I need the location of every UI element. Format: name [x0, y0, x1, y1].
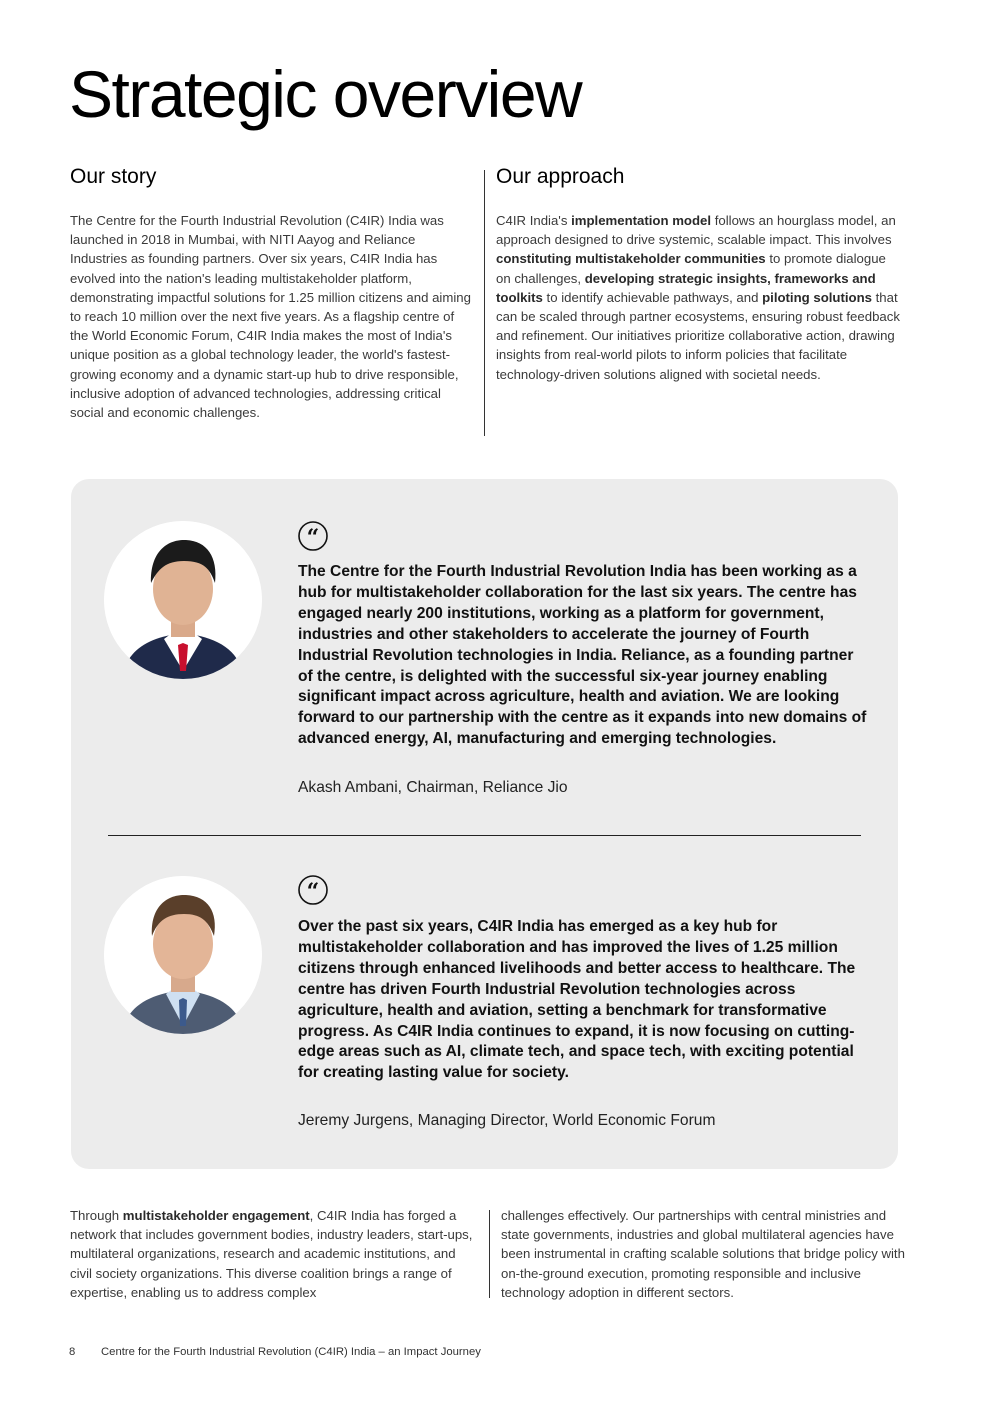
- column-divider: [489, 1210, 490, 1298]
- quote-icon: [298, 875, 328, 905]
- quote-icon: [298, 521, 328, 551]
- quote-attribution: Jeremy Jurgens, Managing Director, World Economic Forum: [298, 1112, 716, 1129]
- page-number: 8: [69, 1346, 76, 1358]
- svg-text:“: “: [306, 879, 320, 905]
- quote-attribution: Akash Ambani, Chairman, Reliance Jio: [298, 779, 568, 796]
- our-approach-section: [496, 165, 900, 384]
- our-story-heading: Our story: [70, 165, 157, 188]
- engagement-text-right: challenges effectively. Our partnerships with central ministries and state governments, industries and global multilateral agencies have been instrumental in crafting scalable solutions that bridge policy with on-the-ground execution, promoting responsible and inclusive technology adoption in different sectors.: [501, 1208, 905, 1300]
- footer-text: Centre for the Fourth Industrial Revolution (C4IR) India – an Impact Journey: [101, 1346, 481, 1358]
- column-divider: [484, 170, 485, 436]
- our-approach-heading: Our approach: [496, 165, 625, 188]
- quote-text: Over the past six years, C4IR India has emerged as a key hub for multistakeholder collaboration and has improved the lives of 1.25 million citizens through enhanced livelihoods and better access to healthcare. The centre has driven Fourth Industrial Revolution technologies across agriculture, health and aviation, setting a benchmark for transformative progress. As C4IR India continues to expand, it is now focusing on cutting-edge areas such as AI, climate tech, and space tech, with exciting potential for creating lasting value for society.: [298, 918, 856, 1082]
- quote-text: The Centre for the Fourth Industrial Revolution India has been working as a hub for multistakeholder collaboration for the last six years. The centre has engaged nearly 200 institutions, working as a platform for government, industries and other stakeholders to accelerate the journey of Fourth Industrial Revolution technologies in India. Reliance, as a founding partner of the centre, is delighted with the successful six-year journey enabling significant impact across agriculture, health and aviation. We are looking forward to our partnership with the centre as it expands into new domains of advanced energy, AI, manufacturing and emerging technologies.: [298, 563, 867, 748]
- our-story-section: [70, 165, 474, 422]
- our-story-body: The Centre for the Fourth Industrial Revolution (C4IR) India was launched in 2018 in Mumbai, with NITI Aayog and Reliance Industries as founding partners. Over six years, C4IR India has evolved into the nation's leading multistakeholder platform, demonstrating impactful solutions for 1.25 million citizens and aiming to reach 10 million over the next five years. As a flagship centre of the World Economic Forum, C4IR India makes the most of India's unique position as a global technology leader, the world's fastest-growing economy and a dynamic start-up hub to drive responsible, inclusive adoption of advanced technologies, addressing critical social and economic challenges.: [70, 213, 471, 421]
- our-approach-body: C4IR India's implementation model follows an hourglass model, an approach designed to drive systemic, scalable impact. This involves constituting multistakeholder communities to promote dialogue on challenges, developing strategic insights, frameworks and toolkits to identify achievable pathways, and piloting solutions that can be scaled through partner ecosystems, ensuring robust feedback and refinement. Our initiatives prioritize collaborative action, drawing insights from real-world pilots to inform policies that facilitate technology-driven solutions aligned with societal needs.: [496, 213, 900, 382]
- page-title: Strategic overview: [69, 57, 582, 131]
- portrait-icon: [104, 521, 262, 679]
- svg-text:“: “: [306, 525, 320, 551]
- portrait-icon: [104, 876, 262, 1034]
- engagement-text-left: Through multistakeholder engagement, C4IR India has forged a network that includes government bodies, industry leaders, start-ups, multilateral organizations, research and academic institutions, and civil society organizations. This diverse coalition brings a range of expertise, enabling us to address complex: [70, 1208, 473, 1300]
- quote-divider: [108, 835, 861, 836]
